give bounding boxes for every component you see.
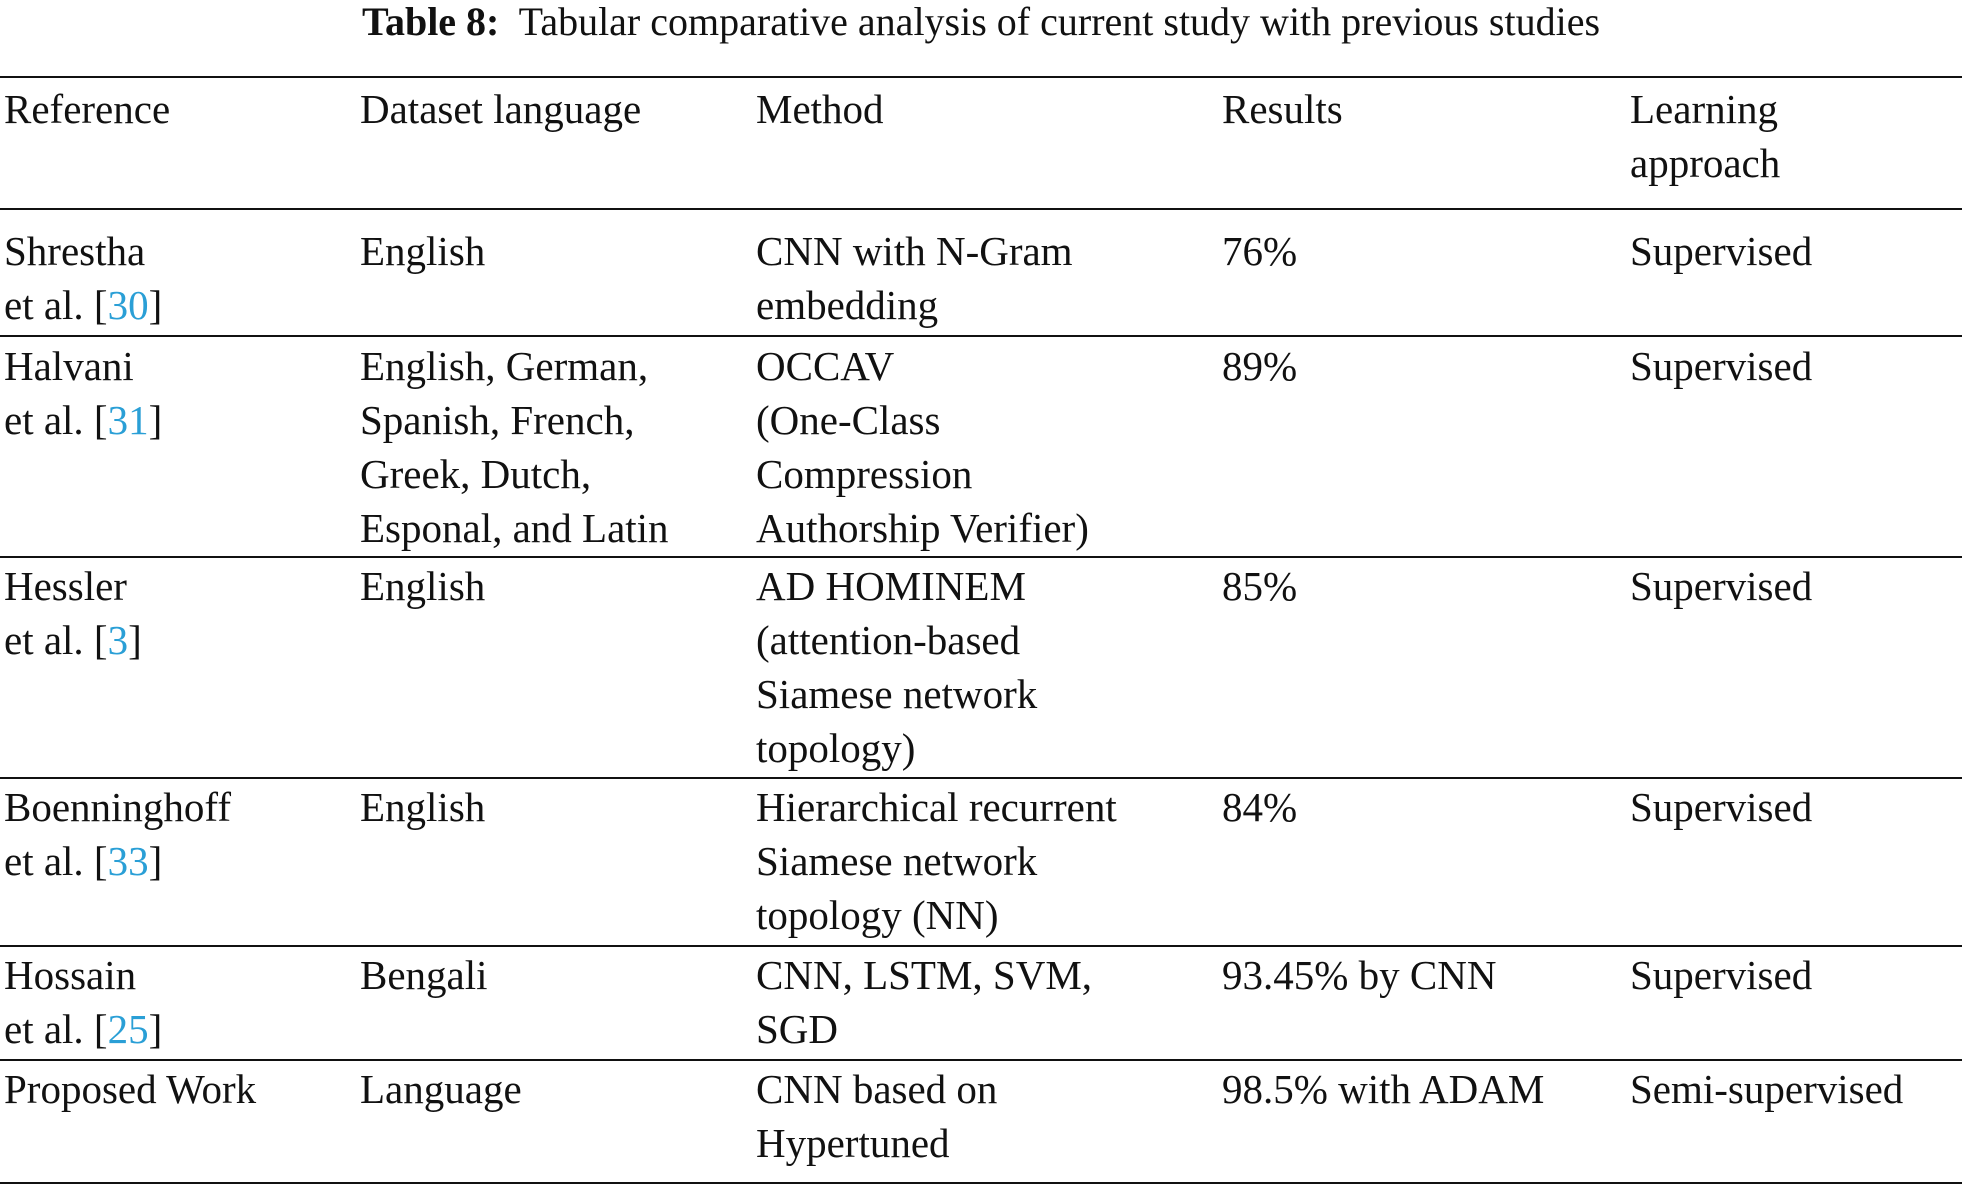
row2-method-line1: OCCAV: [756, 343, 895, 389]
row3-citation-link[interactable]: 3: [107, 617, 129, 663]
header-reference: Reference: [4, 86, 171, 132]
row2-method-line4: Authorship Verifier): [756, 505, 1089, 551]
row5-ref-close: ]: [148, 1006, 163, 1052]
row6-method-line1: CNN based on: [756, 1066, 998, 1112]
header-learning-line2: approach: [1630, 140, 1781, 186]
row4-dataset: [360, 780, 485, 834]
row6-results: 98.5% with ADAM: [1222, 1066, 1545, 1112]
row1-citation-link[interactable]: 30: [107, 282, 149, 328]
row5-results: 93.45% by CNN: [1222, 952, 1497, 998]
row4-method-line2: Siamese network: [756, 838, 1038, 884]
row3-results: 85%: [1222, 563, 1298, 609]
header-rule: [0, 208, 1962, 210]
row5-ref-name: Hossain: [4, 952, 137, 998]
row2-ref-etal: et al. [: [4, 397, 108, 443]
row1-learning: Supervised: [1630, 228, 1813, 274]
row3-ref-etal: et al. [: [4, 617, 108, 663]
bottom-rule: [0, 1182, 1962, 1184]
row2-dataset: [360, 339, 669, 555]
row2-dataset-line4: Esponal, and Latin: [360, 505, 669, 551]
row4-ref-etal: et al. [: [4, 838, 108, 884]
row5-dataset-line1: Bengali: [360, 952, 488, 998]
row-rule-5: [0, 1059, 1962, 1061]
row4-reference: [4, 780, 231, 888]
row1-ref-close: ]: [148, 282, 163, 328]
row1-method-line2: embedding: [756, 282, 939, 328]
row5-reference: [4, 948, 162, 1056]
row3-learning: Supervised: [1630, 563, 1813, 609]
caption-label: Table 8:: [361, 0, 500, 44]
row4-results: 84%: [1222, 784, 1298, 830]
row4-method-line3: topology (NN): [756, 892, 999, 938]
row4-method-line1: Hierarchical recurrent: [756, 784, 1117, 830]
row4-learning: Supervised: [1630, 784, 1813, 830]
caption-text: Tabular comparative analysis of current study with previous studies: [518, 0, 1601, 44]
row6-dataset-line1: Language: [360, 1066, 522, 1112]
row4-method: [756, 780, 1117, 942]
row3-method-line3: Siamese network: [756, 671, 1038, 717]
header-dataset-language: Dataset language: [360, 86, 642, 132]
row3-reference: [4, 559, 142, 667]
row1-method: [756, 224, 1073, 332]
row3-ref-name: Hessler: [4, 563, 127, 609]
row3-ref-close: ]: [128, 617, 142, 663]
row2-method-line3: Compression: [756, 451, 973, 497]
row5-citation-link[interactable]: 25: [107, 1006, 149, 1052]
row2-learning: Supervised: [1630, 343, 1813, 389]
top-rule: [0, 76, 1962, 78]
row6-dataset: [360, 1062, 522, 1116]
row2-dataset-line3: Greek, Dutch,: [360, 451, 592, 497]
row2-method: [756, 339, 1089, 555]
row2-results: 89%: [1222, 343, 1298, 389]
header-method: Method: [756, 86, 884, 132]
row3-method-line1: AD HOMINEM: [756, 563, 1026, 609]
row2-ref-close: ]: [148, 397, 163, 443]
row2-citation-link[interactable]: 31: [107, 397, 149, 443]
row-rule-3: [0, 777, 1962, 779]
row4-ref-close: ]: [148, 838, 163, 884]
row2-dataset-line1: English, German,: [360, 343, 649, 389]
row6-method-line2: Hypertuned: [756, 1120, 950, 1166]
row6-reference: Proposed Work: [4, 1066, 257, 1112]
row1-ref-name: Shrestha: [4, 228, 146, 274]
row2-method-line2: (One-Class: [756, 397, 941, 443]
row5-method: [756, 948, 1092, 1056]
row2-reference: [4, 339, 162, 447]
header-learning-line1: Learning: [1630, 86, 1778, 132]
header-learning-approach: [1630, 82, 1780, 190]
row2-dataset-line2: Spanish, French,: [360, 397, 635, 443]
row3-dataset: [360, 559, 485, 613]
row1-ref-etal: et al. [: [4, 282, 108, 328]
header-results: Results: [1222, 86, 1343, 132]
row1-reference: [4, 224, 162, 332]
row4-citation-link[interactable]: 33: [107, 838, 149, 884]
row1-method-line1: CNN with N-Gram: [756, 228, 1073, 274]
row4-ref-name: Boenninghoff: [4, 784, 232, 830]
row3-method-line4: topology): [756, 725, 916, 771]
row4-dataset-line1: English: [360, 784, 486, 830]
row3-dataset-line1: English: [360, 563, 486, 609]
row3-method: [756, 559, 1037, 775]
row5-learning: Supervised: [1630, 952, 1813, 998]
row5-ref-etal: et al. [: [4, 1006, 108, 1052]
row3-method-line2: (attention-based: [756, 617, 1021, 663]
row6-method: [756, 1062, 997, 1170]
row-rule-1: [0, 335, 1962, 337]
row1-dataset-line1: English: [360, 228, 486, 274]
row1-dataset: [360, 224, 485, 278]
row5-dataset: [360, 948, 488, 1002]
table-caption: [0, 0, 1962, 44]
row1-results: 76%: [1222, 228, 1298, 274]
row5-method-line2: SGD: [756, 1006, 839, 1052]
row5-method-line1: CNN, LSTM, SVM,: [756, 952, 1093, 998]
row2-ref-name: Halvani: [4, 343, 134, 389]
row-rule-4: [0, 945, 1962, 947]
row-rule-2: [0, 556, 1962, 558]
row6-learning: Semi-supervised: [1630, 1066, 1904, 1112]
